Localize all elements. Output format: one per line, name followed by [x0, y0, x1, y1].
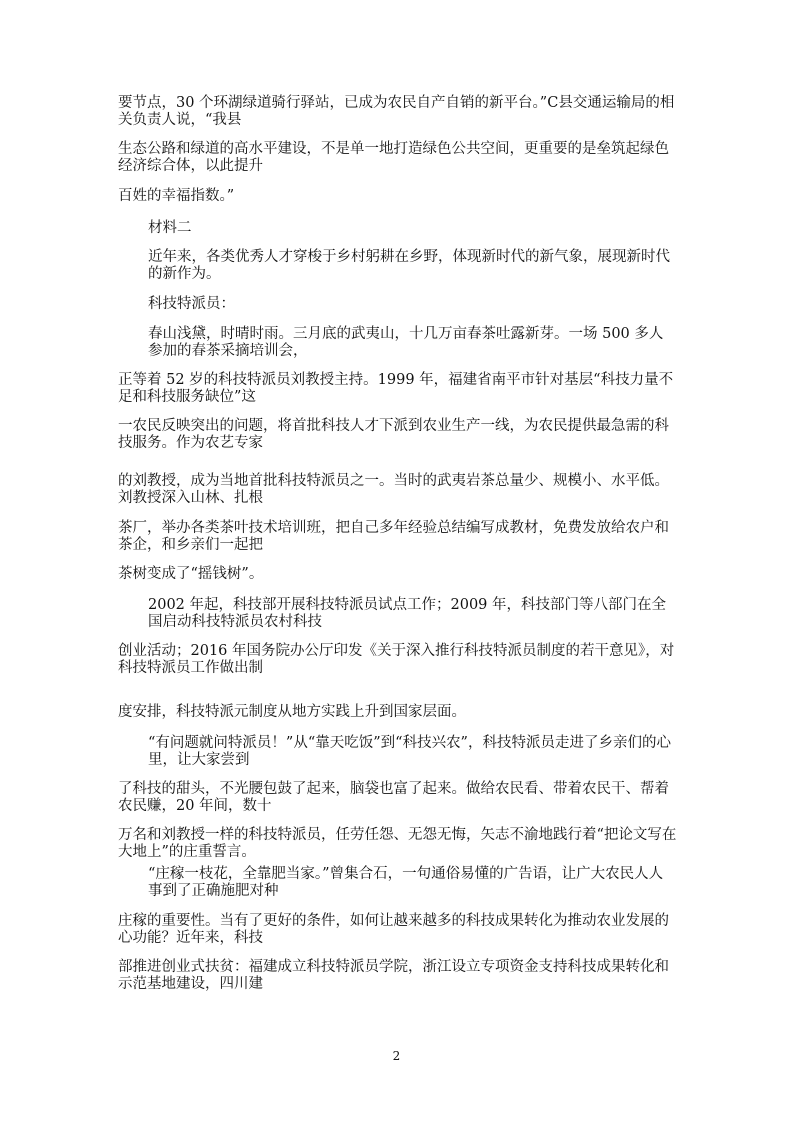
paragraph: 万名和刘教授一样的科技特派员，任劳任怨、无怨无悔，矢志不渝地践行着“把论文写在大地上”的庄重誓言。	[118, 827, 677, 860]
paragraph: 春山浅黛，时晴时雨。三月底的武夷山，十几万亩春茶吐露新芽。一场 500 多人参加的春茶采摘培训会，	[148, 326, 664, 359]
paragraph: 要节点，30 个环湖绿道骑行驿站，已成为农民自产自销的新平台。”C县交通运输局的相关负责人说，“我县	[118, 95, 675, 128]
paragraph: 茶厂，举办各类茶叶技术培训班，把自己多年经验总结编写成教材，免费发放给农户和茶企，和乡亲们一起把	[118, 520, 669, 553]
paragraph: 了科技的甜头，不光腰包鼓了起来，脑袋也富了起来。做给农民看、带着农民干、帮着农民赚，20 年间，数十	[118, 781, 669, 814]
subheading: 科技特派员：	[148, 296, 235, 312]
paragraph: 近年来，各类优秀人才穿梭于乡村躬耕在乡野，体现新时代的新气象，展现新时代的新作为。	[148, 249, 670, 282]
section-heading: 材料二	[148, 220, 192, 236]
paragraph: “有问题就问特派员！”从“靠天吃饭”到“科技兴农”，科技特派员走进了乡亲们的心里，让大家尝到	[148, 735, 671, 768]
paragraph: 部推进创业式扶贫：福建成立科技特派员学院，浙江设立专项资金支持科技成果转化和示范基地建设，四川建	[118, 959, 669, 992]
paragraph: “庄稼一枝花，全靠肥当家。”曾集合石，一句通俗易懂的广告语，让广大农民人人事到了正确施肥对种	[148, 866, 664, 899]
paragraph: 度安排，科技特派元制度从地方实践上升到国家层面。	[118, 704, 466, 720]
page-number: 2	[392, 1049, 401, 1063]
paragraph: 茶树变成了“摇钱树”。	[118, 566, 264, 582]
paragraph: 一农民反映突出的问题，将首批科技人才下派到农业生产一线，为农民提供最急需的科技服务。作为农艺专家	[118, 418, 669, 451]
paragraph: 的刘教授，成为当地首批科技特派员之一。当时的武夷岩茶总量少、规模小、水平低。刘教授深入山林、扎根	[118, 473, 669, 506]
paragraph: 百姓的幸福指数。”	[118, 188, 235, 204]
paragraph: 生态公路和绿道的高水平建设，不是单一地打造绿色公共空间，更重要的是垒筑起绿色经济综合体，以此提升	[118, 141, 669, 174]
paragraph: 正等着 52 岁的科技特派员刘教授主持。1999 年，福建省南平市针对基层“科技力量不足和科技服务缺位”这	[118, 372, 674, 405]
paragraph: 2002 年起，科技部开展科技特派员试点工作；2009 年，科技部门等八部门在全国启动科技特派员农村科技	[148, 597, 667, 630]
paragraph: 庄稼的重要性。当有了更好的条件，如何让越来越多的科技成果转化为推动农业发展的心功能？近年来，科技	[118, 913, 669, 946]
paragraph: 创业活动；2016 年国务院办公厅印发《关于深入推行科技特派员制度的若干意见》，对科技特派员工作做出制	[118, 643, 675, 676]
